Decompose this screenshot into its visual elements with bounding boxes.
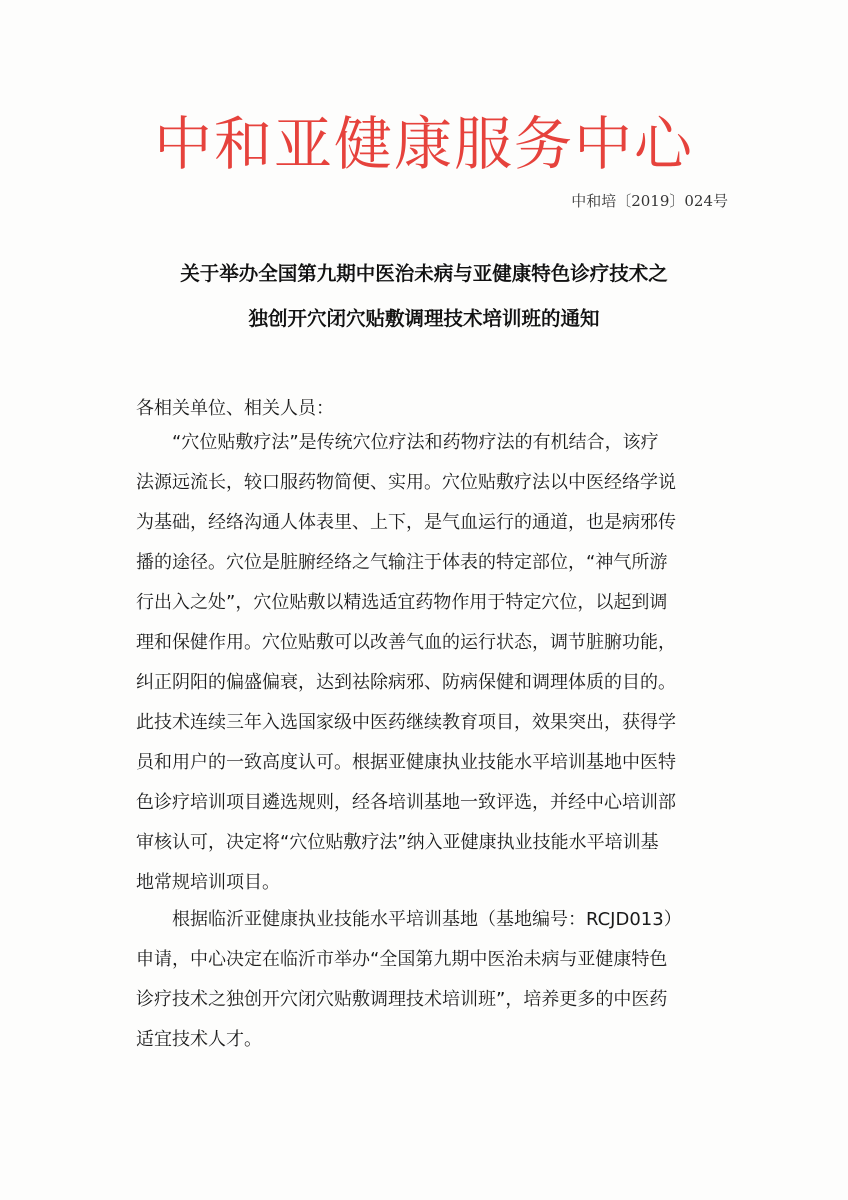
title-line: 关于举办全国第九期中医治未病与亚健康特色诊疗技术之 — [180, 262, 668, 285]
organization-header: 中和亚健康服务中心 — [153, 110, 694, 178]
paragraph-1-line: 审核认可，决定将“穴位贴敷疗法”纳入亚健康执业技能水平培训基 — [136, 832, 659, 853]
paragraph-2-line: 根据临沂亚健康执业技能水平培训基地（基地编号：RCJD013） — [172, 909, 682, 930]
paragraph-1-line: “穴位贴敷疗法”是传统穴位疗法和药物疗法的有机结合，该疗 — [172, 432, 659, 453]
paragraph-1-line: 播的途径。穴位是脏腑经络之气输注于体表的特定部位，“神气所游 — [136, 552, 668, 573]
title-line: 独创开穴闭穴贴敷调理技术培训班的通知 — [248, 307, 600, 330]
paragraph-2-line: 适宜技术人才。 — [136, 1029, 262, 1050]
salutation: 各相关单位、相关人员： — [136, 398, 334, 419]
paragraph-1-line: 色诊疗培训项目遴选规则，经各培训基地一致评选，并经中心培训部 — [136, 792, 676, 813]
paragraph-1-line: 员和用户的一致高度认可。根据亚健康执业技能水平培训基地中医特 — [136, 752, 676, 773]
paragraph-1-line: 为基础，经络沟通人体表里、上下，是气血运行的通道，也是病邪传 — [136, 512, 676, 533]
paragraph-1-line: 纠正阴阳的偏盛偏衰，达到祛除病邪、防病保健和调理体质的目的。 — [136, 672, 676, 693]
paragraph-1-line: 地常规培训项目。 — [136, 872, 280, 893]
paragraph-1-line: 理和保健作用。穴位贴敷可以改善气血的运行状态，调节脏腑功能， — [136, 632, 676, 653]
document-number: 中和培〔2019〕024号 — [571, 192, 728, 210]
paragraph-1-line: 此技术连续三年入选国家级中医药继续教育项目，效果突出，获得学 — [136, 712, 676, 733]
notice-title — [100, 251, 748, 341]
paragraph-1-line: 法源远流长，较口服药物简便、实用。穴位贴敷疗法以中医经络学说 — [136, 472, 676, 493]
paragraph-2-line: 申请，中心决定在临沂市举办“全国第九期中医治未病与亚健康特色 — [136, 949, 668, 970]
paragraph-1-line: 行出入之处”，穴位贴敷以精选适宜药物作用于特定穴位，以起到调 — [136, 592, 668, 613]
paragraph-2-line: 诊疗技术之独创开穴闭穴贴敷调理技术培训班”，培养更多的中医药 — [136, 989, 668, 1010]
